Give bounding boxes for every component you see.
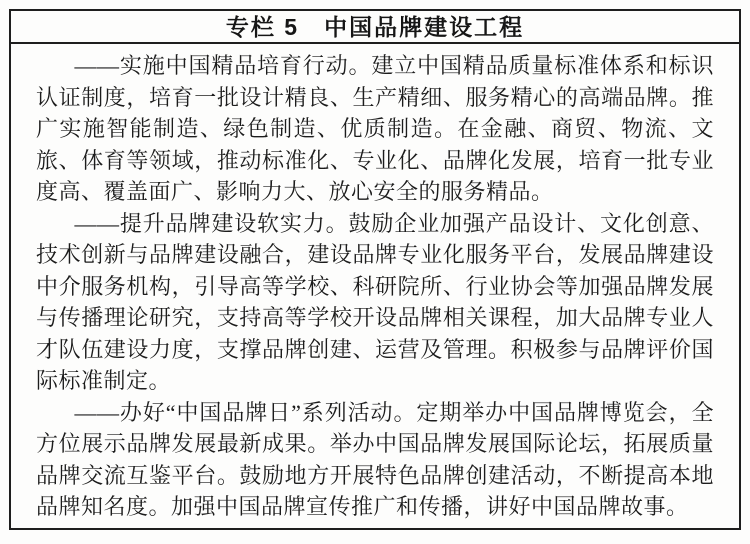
- column-title-bar: [11, 11, 739, 44]
- column-box: [9, 9, 741, 530]
- column-body: [11, 44, 739, 523]
- column-paragraph-3: ——办好“中国品牌日”系列活动。定期举办中国品牌博览会，全方位展示品牌发展最新成果。举办中国品牌发展国际论坛，拓展质量品牌交流互鉴平台。鼓励地方开展特色品牌创建活动，不断提高本地品牌知名度。加强中国品牌宣传推广和传播，讲好中国品牌故事。: [36, 399, 714, 519]
- column-title: 专栏 5 中国品牌建设工程: [225, 13, 525, 40]
- column-paragraph-2: ——提升品牌建设软实力。鼓励企业加强产品设计、文化创意、技术创新与品牌建设融合，建设品牌专业化服务平台，发展品牌建设中介服务机构，引导高等学校、科研院所、行业协会等加强品牌发展与传播理论研究，支持高等学校开设品牌相关课程，加大品牌专业人才队伍建设力度，支撑品牌创建、运营及管理。积极参与品牌评价国际标准制定。: [36, 210, 714, 393]
- column-paragraph-1: ——实施中国精品培育行动。建立中国精品质量标准体系和标识认证制度，培育一批设计精良、生产精细、服务精心的高端品牌。推广实施智能制造、绿色制造、优质制造。在金融、商贸、物流、文旅、体育等领域，推动标准化、专业化、品牌化发展，培育一批专业度高、覆盖面广、影响力大、放心安全的服务精品。: [36, 53, 714, 204]
